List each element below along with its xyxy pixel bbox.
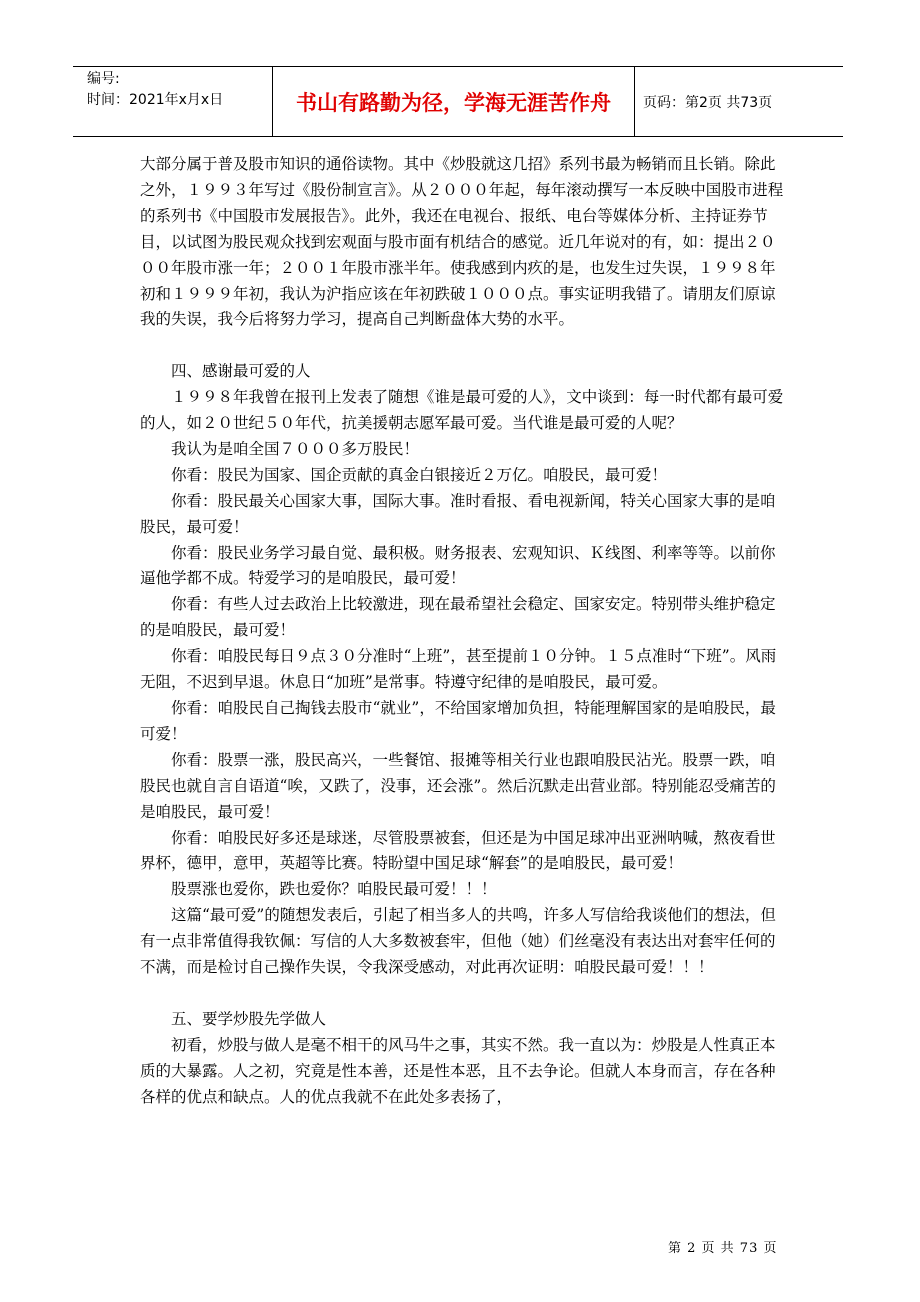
- paragraph: 你看：股民为国家、国企贡献的真金白银接近２万亿。咱股民，最可爱！: [171, 465, 668, 484]
- number-label: 编号:: [87, 71, 120, 87]
- header-page-info: 页码：第2页 共73页: [643, 94, 773, 111]
- paragraph: １９９８年我曾在报刊上发表了随想《谁是最可爱的人》，文中谈到：每一时代都有最可爱的人，如２０世纪５０年代，抗美援朝志愿军最可爱。当代谁是最可爱的人呢？: [140, 388, 784, 433]
- header-motto: 书山有路勤为径，学海无涯苦作舟: [273, 67, 635, 136]
- header-meta: [73, 67, 273, 136]
- paragraph: 你看：有些人过去政治上比较激进，现在最希望社会稳定、国家安定。特别带头维护稳定的是咱股民，最可爱！: [140, 595, 776, 640]
- page-header: [73, 66, 843, 137]
- paragraph: 你看：咱股民每日９点３０分准时“上班”，甚至提前１０分钟。１５点准时“下班”。风雨无阻，不迟到早退。休息日“加班”是常事。特遵守纪律的是咱股民，最可爱。: [140, 647, 777, 692]
- paragraph: 你看：股民最关心国家大事，国际大事。准时看报、看电视新闻，特关心国家大事的是咱股民，最可爱！: [140, 491, 776, 536]
- paragraph: 你看：股民业务学习最自觉、最积极。财务报表、宏观知识、Ｋ线图、利率等等。以前你逼他学都不成。特爱学习的是咱股民，最可爱！: [140, 543, 776, 588]
- document-body: [140, 152, 785, 1111]
- section-4-title: 四、感谢最可爱的人: [171, 362, 311, 381]
- intro-paragraph: 大部分属于普及股市知识的通俗读物。其中《炒股就这几招》系列书最为畅销而且长销。除此之外，１９９３年写过《股份制宣言》。从２０００年起，每年滚动撰写一本反映中国股市进程的系列书《中国股市发展报告》。此外，我还在电视台、报纸、电台等媒体分析、主持证券节目，以试图为股民观众找到宏观面与股市面有机结合的感觉。近几年说对的有，如：提出２０００年股市涨一年；２００１年股市涨半年。使我感到内疚的是，也发生过失误，１９９８年初和１９９９年初，我认为沪指应该在年初跌破１０００点。事实证明我错了。请朋友们原谅我的失误，我今后将努力学习，提高自己判断盘体大势的水平。: [140, 155, 784, 329]
- paragraph: 你看：股票一涨，股民高兴，一些餐馆、报摊等相关行业也跟咱股民沾光。股票一跌，咱股民也就自言自语道“唉，又跌了，没事，还会涨”。然后沉默走出营业部。特别能忍受痛苦的是咱股民，最可爱！: [140, 750, 776, 821]
- page-footer: 第 2 页 共 73 页: [668, 1241, 778, 1256]
- section-5-title: 五、要学炒股先学做人: [171, 1009, 327, 1028]
- paragraph: 这篇“最可爱”的随想发表后，引起了相当多人的共鸣，许多人写信给我谈他们的想法，但有一点非常值得我钦佩：写信的人大多数被套牢，但他（她）们丝毫没有表达出对套牢任何的不满，而是检讨自己操作失误，令我深受感动，对此再次证明：咱股民最可爱！！！: [140, 906, 776, 977]
- paragraph: 股票涨也爱你，跌也爱你？咱股民最可爱！！！: [171, 880, 497, 899]
- paragraph: 初看，炒股与做人是毫不相干的风马牛之事，其实不然。我一直以为：炒股是人性真正本质的大暴露。人之初，究竟是性本善，还是性本恶，且不去争论。但就人本身而言，存在各种各样的优点和缺点。人的优点我就不在此处多表扬了，: [140, 1035, 776, 1106]
- time-label: 时间：2021年x月x日: [87, 92, 224, 108]
- paragraph: 你看：咱股民自己掏钱去股市“就业”，不给国家增加负担，特能理解国家的是咱股民，最可爱！: [140, 699, 776, 743]
- paragraph: 我认为是咱全国７０００多万股民！: [171, 439, 420, 458]
- paragraph: 你看：咱股民好多还是球迷，尽管股票被套，但还是为中国足球冲出亚洲呐喊，熬夜看世界杯，德甲，意甲，英超等比赛。特盼望中国足球“解套”的是咱股民，最可爱！: [140, 828, 776, 873]
